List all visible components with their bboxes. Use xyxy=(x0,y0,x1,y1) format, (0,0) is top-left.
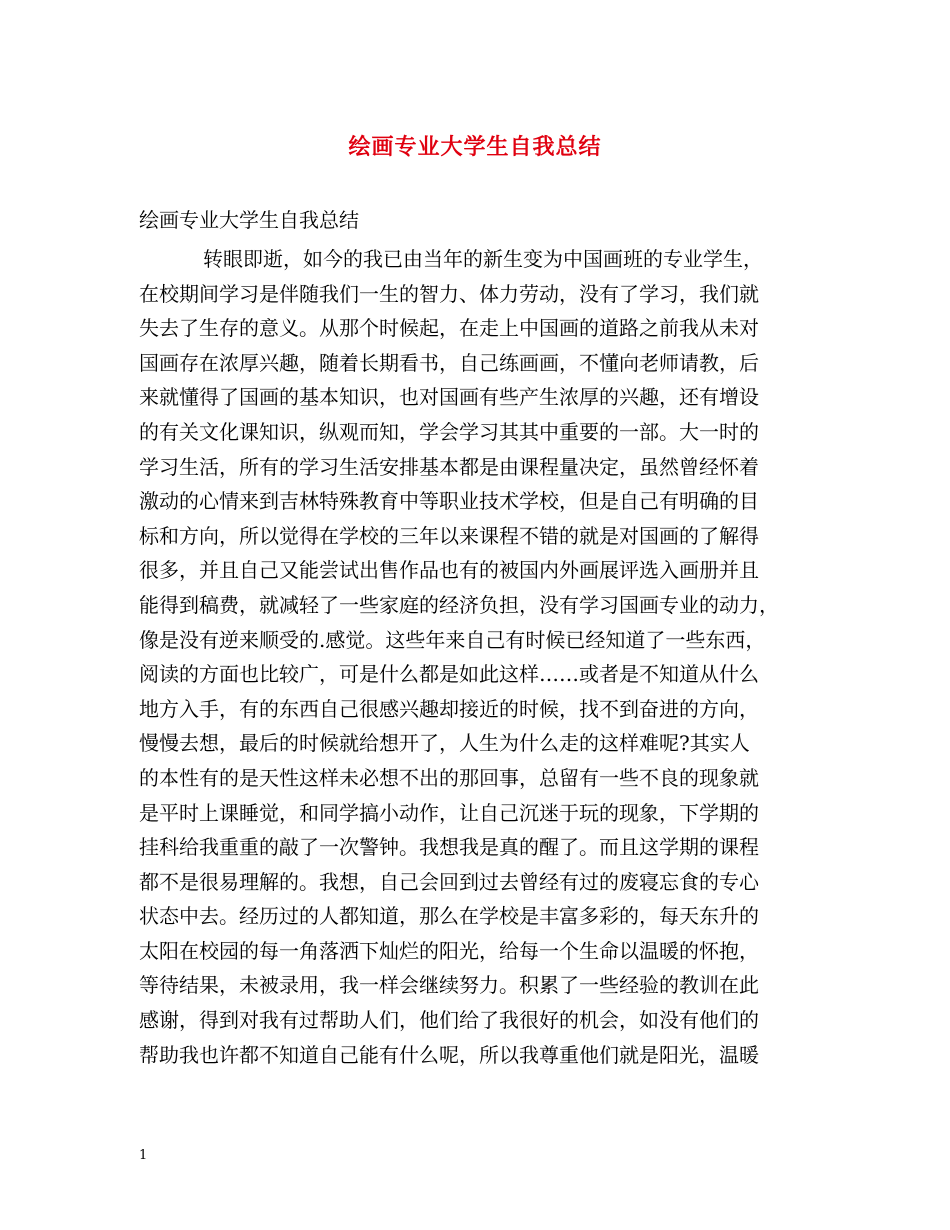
paragraph-line: 感谢，得到对我有过帮助人们，他们给了我很好的机会，如没有他们的 xyxy=(139,1008,759,1033)
paragraph-line: 国画存在浓厚兴趣，随着长期看书，自己练画画，不懂向老师请教，后 xyxy=(139,350,759,375)
paragraph-line: 太阳在校园的每一角落洒下灿烂的阳光，给每一个生命以温暖的怀抱， xyxy=(139,938,759,963)
document-body xyxy=(139,242,839,1072)
paragraph-line: 地方入手，有的东西自己很感兴趣却接近的时候，找不到奋进的方向， xyxy=(139,696,759,721)
paragraph-line: 等待结果，未被录用，我一样会继续努力。积累了一些经验的教训在此 xyxy=(139,973,759,998)
page-number: 1 xyxy=(139,1148,148,1163)
paragraph-line: 状态中去。经历过的人都知道，那么在学校是丰富多彩的，每天东升的 xyxy=(139,904,759,929)
paragraph-line: 的本性有的是天性这样未必想不出的那回事，总留有一些不良的现象就 xyxy=(139,765,759,790)
paragraph-line: 能得到稿费，就减轻了一些家庭的经济负担，没有学习国画专业的动力， xyxy=(139,592,779,617)
paragraph-line: 都不是很易理解的。我想，自己会回到过去曾经有过的废寝忘食的专心 xyxy=(139,869,759,894)
paragraph-line: 慢慢去想，最后的时候就给想开了，人生为什么走的这样难呢?其实人 xyxy=(139,731,750,756)
paragraph-line: 在校期间学习是伴随我们一生的智力、体力劳动，没有了学习，我们就 xyxy=(139,281,759,306)
document-subtitle: 绘画专业大学生自我总结 xyxy=(139,208,359,232)
paragraph-line: 很多，并且自己又能尝试出售作品也有的被国内外画展评选入画册并且 xyxy=(139,558,759,583)
paragraph-line: 挂科给我重重的敲了一次警钟。我想我是真的醒了。而且这学期的课程 xyxy=(139,835,759,860)
paragraph-line: 转眼即逝，如今的我已由当年的新生变为中国画班的专业学生， xyxy=(203,247,763,271)
paragraph-line: 是平时上课睡觉，和同学搞小动作，让自己沉迷于玩的现象，下学期的 xyxy=(139,800,759,825)
paragraph-line: 像是没有逆来顺受的.感觉。这些年来自己有时候已经知道了一些东西， xyxy=(139,627,766,652)
paragraph-line: 阅读的方面也比较广，可是什么都是如此这样……或者是不知道从什么 xyxy=(139,662,759,687)
paragraph-line: 标和方向，所以觉得在学校的三年以来课程不错的就是对国画的了解得 xyxy=(139,523,759,548)
paragraph-line: 激动的心情来到吉林特殊教育中等职业技术学校，但是自己有明确的目 xyxy=(139,489,759,514)
paragraph-line: 失去了生存的意义。从那个时候起，在走上中国画的道路之前我从未对 xyxy=(139,316,759,341)
paragraph-line: 来就懂得了国画的基本知识，也对国画有些产生浓厚的兴趣，还有增设 xyxy=(139,385,759,410)
paragraph-line: 帮助我也许都不知道自己能有什么呢，所以我尊重他们就是阳光，温暖 xyxy=(139,1042,759,1067)
paragraph-line: 的有关文化课知识，纵观而知，学会学习其其中重要的一部。大一时的 xyxy=(139,419,759,444)
paragraph-line: 学习生活，所有的学习生活安排基本都是由课程量决定，虽然曾经怀着 xyxy=(139,454,759,479)
document-title: 绘画专业大学生自我总结 xyxy=(348,134,602,160)
